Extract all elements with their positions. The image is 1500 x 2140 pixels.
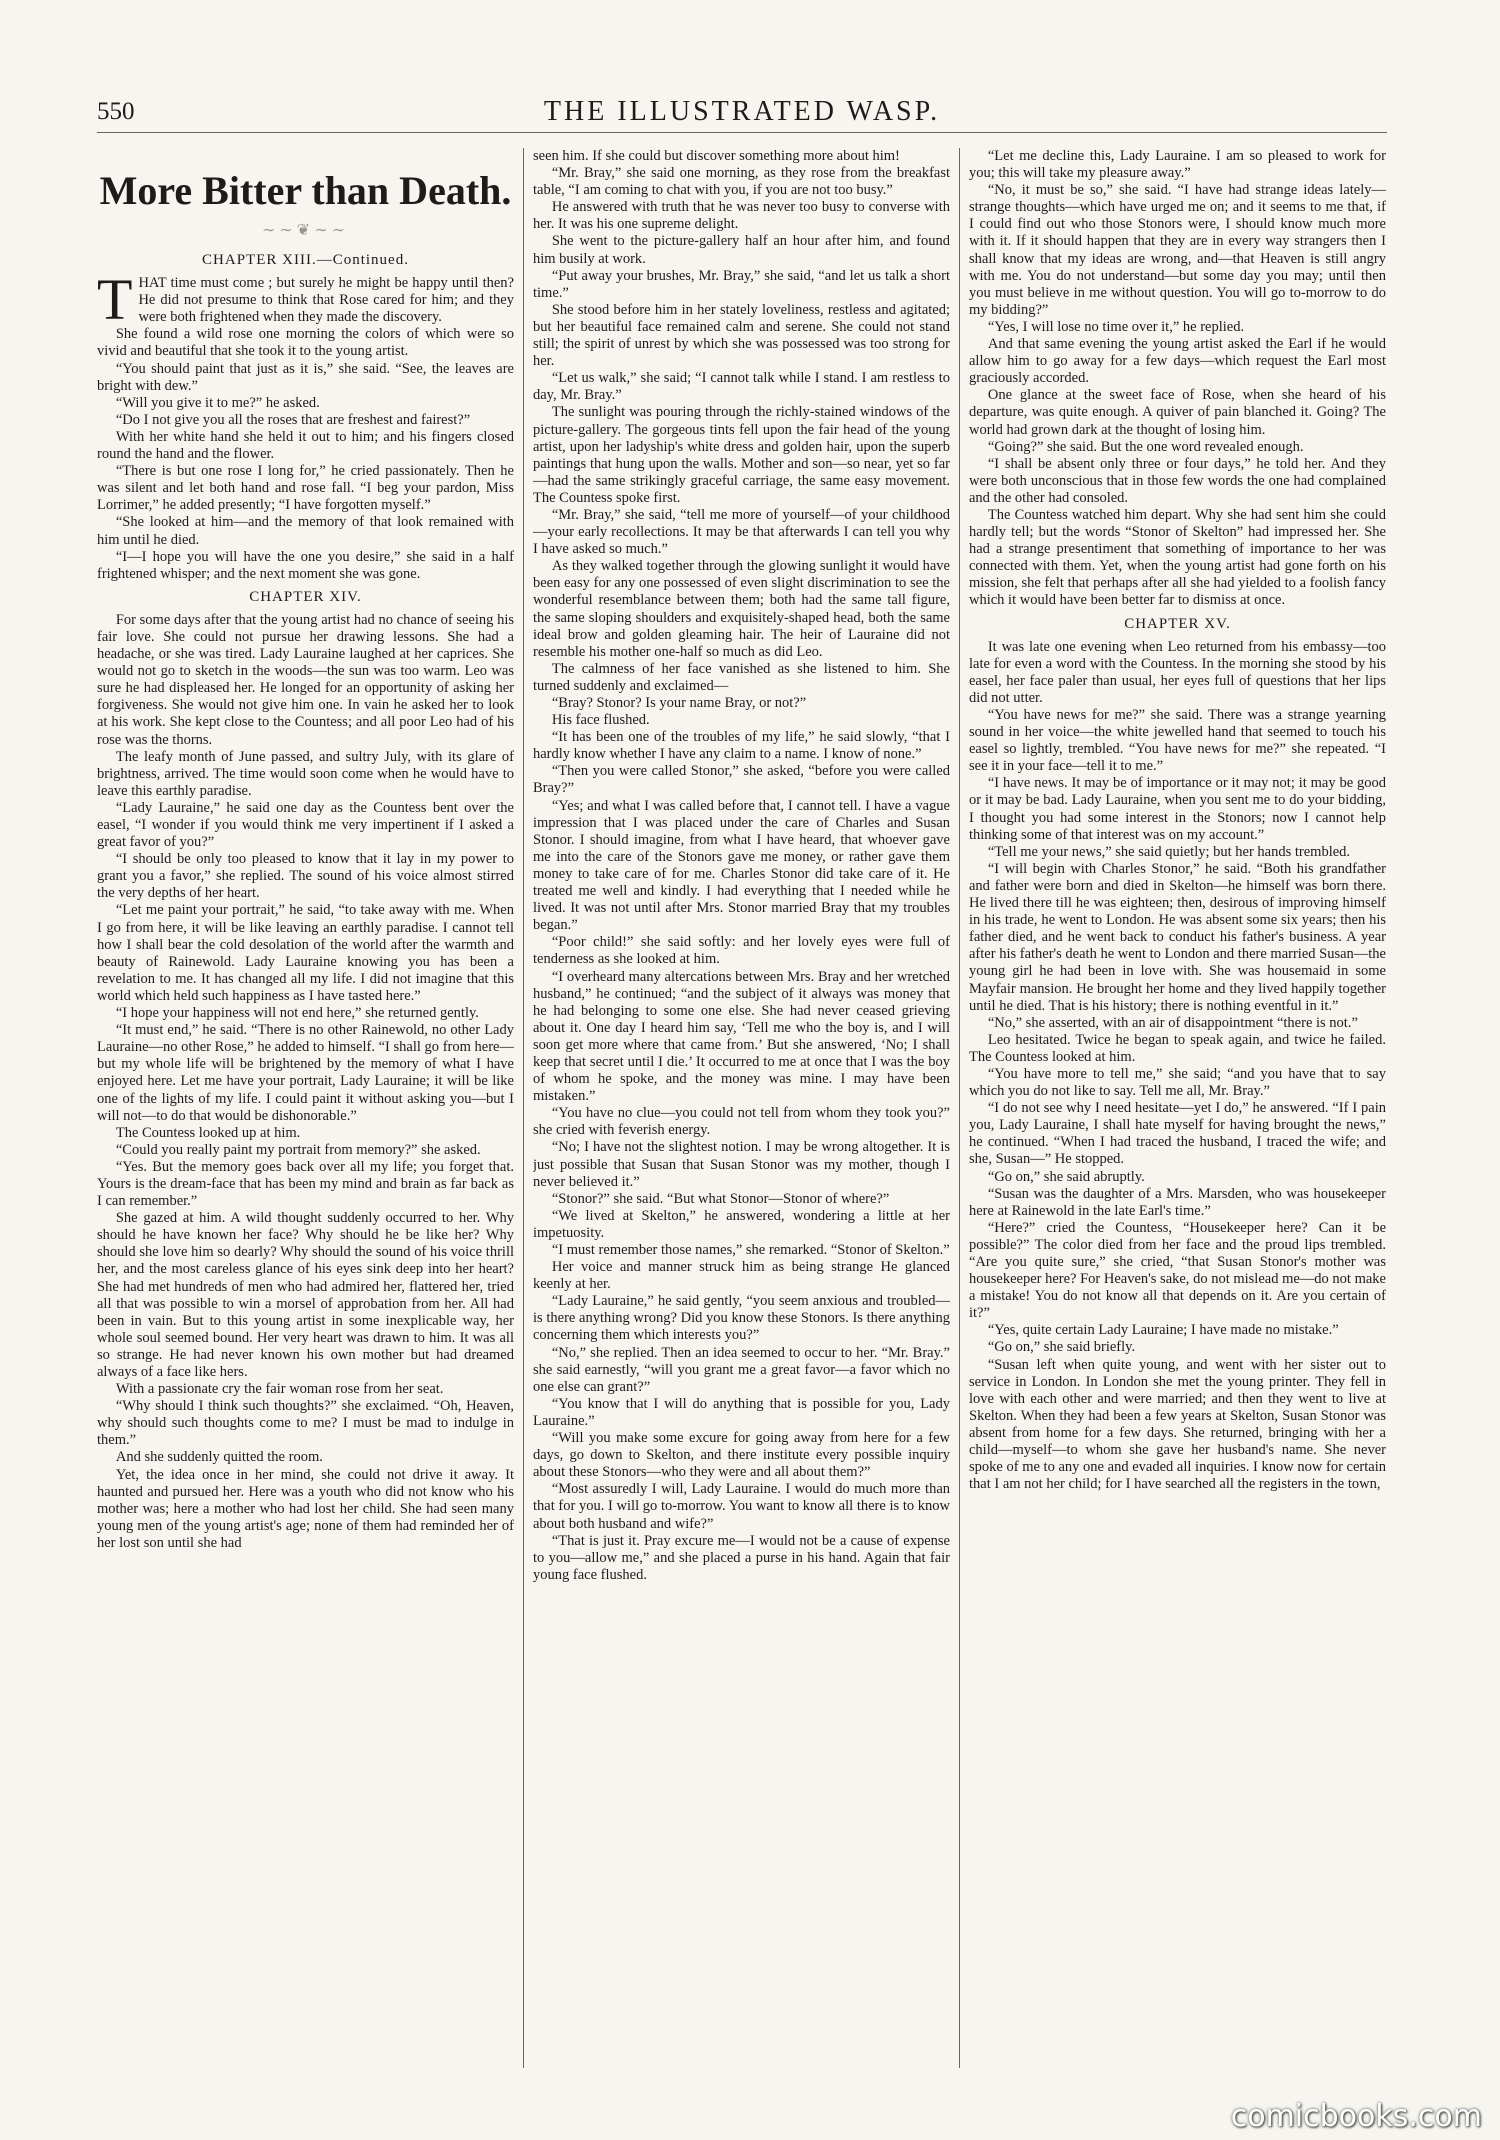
paragraph: For some days after that the young artist had no chance of seeing his fair love. She could not pursue her drawing lessons. She had a headache, or she was tired. Lady Lauraine laughed at her caprices. She would not go to sketch in the woods—the sun was too warm. Leo was sure he had displeased her. He longed for an opportunity of asking her forgiveness. She would not give him one. In vain he asked her to look at his work. She kept close to the Countess; and all poor Leo had of his rose was the thorns. bbox=[97, 611, 514, 748]
paragraph: “No,” she replied. Then an idea seemed to occur to her. “Mr. Bray.” she said earnestly, “will you grant me a great favor—a favor which no one else can grant?” bbox=[533, 1344, 950, 1395]
paragraph: “I shall be absent only three or four days,” he told her. And they were both unconscious that in those few words the one had complained and the other had consoled. bbox=[969, 455, 1386, 506]
page bbox=[97, 92, 1387, 2082]
article-columns bbox=[97, 148, 1387, 2068]
paragraph: With her white hand she held it out to him; and his fingers closed round the hand and the flower. bbox=[97, 428, 514, 463]
paragraph: “I do not see why I need hesitate—yet I do,” he answered. “If I pain you, Lady Lauraine, I shall hate myself for having brought the news,” he continued. “When I had traced the husband, I traced the wife; and she, Susan—” He stopped. bbox=[969, 1100, 1386, 1168]
paragraph: The calmness of her face vanished as she listened to him. She turned suddenly and exclaimed— bbox=[533, 660, 950, 694]
column-3 bbox=[969, 148, 1386, 2068]
paragraph: “No; I have not the slightest notion. I may be wrong altogether. It is just possible that Susan that Susan Stonor was my mother, though I never believed it.” bbox=[533, 1139, 950, 1190]
paragraph: “You should paint that just as it is,” she said. “See, the leaves are bright with dew.” bbox=[97, 360, 514, 394]
paragraph: “Stonor?” she said. “But what Stonor—Stonor of where?” bbox=[551, 1190, 890, 1207]
paragraph: “It has been one of the troubles of my life,” he said slowly, “that I hardly know whether I have any claim to a name. I know of none.” bbox=[533, 729, 950, 763]
paragraph: “Susan left when quite young, and went with her sister out to service in London. In London she met the young printer. They fell in love with each other and were married; and then they went to live at Skelton. When they had been a few years at Skelton, Susan Stonor was absent from home for a few days. She returned, bringing with her a child—myself—to whom she gave her husband's name. She never spoke of me to any one and evaded all inquiries. I know now for certain that I am not her child; for I have searched all the registers in the town, bbox=[969, 1356, 1386, 1493]
paragraph: And that same evening the young artist asked the Earl if he would allow him to go away for a few days—which request the Earl most graciously accorded. bbox=[969, 336, 1386, 387]
paragraph: “Here?” cried the Countess, “Housekeeper here? Can it be possible?” The color died from her face and the proud lips trembled. “Are you quite sure,” she cried, “that Susan Stonor's mother was housekeeper here? For Heaven's sake, do not mislead me—do not make a mistake! You do not know all that depends on it. Are you certain of it?” bbox=[969, 1219, 1386, 1322]
paragraph: She gazed at him. A wild thought suddenly occurred to her. Why should he have known her face? Why should he be like her? Why should she love him so dearly? Why should the sound of his voice thrill her, and the most careless glance of his eyes sink deep into her heart? She had met hundreds of men who had admired her, flattered her, tried all that was possible to win a morsel of approbation from her. All had been in vain. But to this young artist in some inexplicable way, her whole soul seemed bound. Her very heart was drawn to him. It was all so strange. He had never known his own mother but had dreamed always of a face like hers. bbox=[97, 1210, 514, 1380]
paragraph: The sunlight was pouring through the richly-stained windows of the picture-gallery. The gorgeous tints fell upon the fair head of the young artist, upon her ladyship's white dress and golden hair, upon the superb paintings that hung upon the walls. Mother and son—so near, yet so far—had the same strikingly graceful carriage, the same easy movement. The Countess spoke first. bbox=[533, 404, 950, 506]
column-rule bbox=[959, 148, 960, 2068]
paragraph: As they walked together through the glowing sunlight it would have been easy for any one possessed of even slight discrimination to see the wonderful resemblance between them; both had the same tall figure, the same sloping shoulders and exquisitely-shaped head, both the same ideal brow and golden gleaming hair. The heir of Lauraine did not resemble his mother one-half so much as did Leo. bbox=[533, 558, 950, 660]
paragraph: “Yes; and what I was called before that, I cannot tell. I have a vague impression that I was placed under the care of Charles and Susan Stonor. I should imagine, from what I have heard, that whoever gave me into the care of the Stonors gave me money, or rather gave them money to take care of for me. Charles Stonor did take care of it. He treated me well and kindly. I had everything that I needed while he lived. It was not until after Mrs. Stonor married Bray that my troubles began.” bbox=[533, 797, 950, 934]
column-2 bbox=[533, 148, 950, 2068]
column-rule bbox=[523, 148, 524, 2068]
paragraph: “It must end,” he said. “There is no other Rainewold, no other Lady Lauraine—no other Rose,” he added to himself. “I shall go from here—but my whole life will be brightened by the memory of what I have enjoyed here. Let me have your portrait, Lady Lauraine; it will be like one of the lights of my life. I could paint it without asking you—but I will not—to do that would be dishonorable.” bbox=[97, 1022, 514, 1124]
paragraph: “I overheard many altercations between Mrs. Bray and her wretched husband,” he continued; “and the subject of it always was money that he had belonging to some one else. She had never ceased grieving about it. One day I heard him say, ‘Tell me who the boy is, and I will soon get more where that came from.’ But she answered, ‘No; I shall keep that secret until I die.’ It occurred to me at once that I was the boy of whom he spoke, and the money was mine. I may have been mistaken.” bbox=[533, 968, 950, 1105]
paragraph: Her voice and manner struck him as being strange He glanced keenly at her. bbox=[533, 1259, 950, 1293]
paragraph: “Tell me your news,” she said quietly; but her hands trembled. bbox=[987, 843, 1351, 860]
paragraph: “You have more to tell me,” she said; “and you have that to say which you do not like to say. Tell me all, Mr. Bray.” bbox=[969, 1065, 1386, 1100]
paragraph: “Bray? Stonor? Is your name Bray, or not?” bbox=[551, 695, 807, 711]
paragraph: “That is just it. Pray excure me—I would not be a cause of expense to you—allow me,” and she placed a purse in his hand. Again that fair young face flushed. bbox=[533, 1532, 950, 1583]
paragraph: “You know that I will do anything that is possible for you, Lady Lauraine.” bbox=[533, 1395, 950, 1429]
decorative-flourish-icon: ∼∼❦∼∼ bbox=[261, 222, 350, 239]
paragraph: “Mr. Bray,” she said one morning, as they rose from the breakfast table, “I am coming to chat with you, if you are not too busy.” bbox=[533, 165, 950, 199]
paragraph: The leafy month of June passed, and sultry July, with its glare of brightness, arrived. The time would soon come when he would have to leave this earthly paradise. bbox=[97, 748, 514, 799]
paragraph: “Going?” she said. But the one word revealed enough. bbox=[987, 438, 1304, 455]
paragraph: She went to the picture-gallery half an hour after him, and found him busily at work. bbox=[533, 233, 950, 267]
paragraph: “Yes. But the memory goes back over all my life; you forget that. Yours is the dream-face that has been my mind and brain as far back as I can remember.” bbox=[97, 1158, 514, 1210]
paragraph: “Then you were called Stonor,” she asked, “before you were called Bray?” bbox=[533, 763, 950, 797]
paragraph: “Let us walk,” she said; “I cannot talk while I stand. I am restless to day, Mr. Bray.” bbox=[533, 370, 950, 404]
chapter-heading: CHAPTER XIII.—Continued. bbox=[202, 252, 409, 268]
paragraph: He answered with truth that he was never too busy to converse with her. It was his one supreme delight. bbox=[533, 199, 950, 233]
paragraph: “No,” she asserted, with an air of disappointment “there is not.” bbox=[987, 1014, 1358, 1031]
paragraph: With a passionate cry the fair woman rose from her seat. bbox=[115, 1381, 444, 1398]
journal-title: THE ILLUSTRATED WASP. bbox=[543, 96, 941, 127]
paragraph: “Let me decline this, Lady Lauraine. I am so pleased to work for you; this will take my pleasure away.” bbox=[969, 148, 1386, 182]
paragraph: “Susan was the daughter of a Mrs. Marsden, who was housekeeper here at Rainewold in the late Earl's time.” bbox=[969, 1185, 1386, 1219]
paragraph: “You have no clue—you could not tell from whom they took you?” she cried with feverish energy. bbox=[533, 1105, 950, 1139]
paragraph: And she suddenly quitted the room. bbox=[115, 1449, 323, 1466]
paragraph: The Countess watched him depart. Why she had sent him she could hardly tell; but the words “Stonor of Skelton” had impressed her. She had a strange presentiment that something of importance to her was connected with them. Yet, when the young artist had gone forth on his mission, she felt that perhaps after all she had yielded to a foolish fancy which it would have been better far to dismiss at once. bbox=[969, 506, 1386, 609]
paragraph: “No, it must be so,” she said. “I have had strange ideas lately—strange thoughts—which have urged me on; and it seems to me that, if I could find out who those Stonors were, I should know much more with it. If it should happen that they are in every way strangers then I shall know that my ideas are wrong, and—that Heaven is still angry with me. You do not understand—but some day you may; until then you must believe in me without question. You will go to-morrow to do my bidding?” bbox=[969, 182, 1386, 318]
paragraph: It was late one evening when Leo returned from his embassy—too late for even a word with the Countess. In the morning she stood by his easel, her face paler than usual, her eyes full of questions that her lips did not utter. bbox=[969, 638, 1386, 706]
paragraph: “Do I not give you all the roses that are freshest and fairest?” bbox=[115, 411, 471, 428]
paragraph: “Most assuredly I will, Lady Lauraine. I would do much more than that for you. I will go to-morrow. You want to know all there is to know about both husband and wife?” bbox=[533, 1481, 950, 1532]
paragraph: “We lived at Skelton,” he answered, wondering a little at her impetuosity. bbox=[533, 1207, 950, 1241]
paragraph: “Lady Lauraine,” he said gently, “you seem anxious and troubled—is there anything wrong? Did you know these Stonors. Is there anything concerning them which interests you?” bbox=[533, 1293, 950, 1344]
paragraph: “There is but one rose I long for,” he cried passionately. Then he was silent and let both hand and rose fall. “I beg your pardon, Miss Lorrimer,” he added presently; “I have forgotten myself.” bbox=[97, 463, 514, 514]
paragraph: “Go on,” she said abruptly. bbox=[987, 1168, 1145, 1185]
running-head bbox=[97, 92, 1387, 133]
paragraph: The Countess looked up at him. bbox=[115, 1124, 301, 1141]
paragraph: “I have news. It may be of importance or it may not; it may be good or it may be bad. Lady Lauraine, when you sent me to do your bidding, I thought you had some interest in the Stonors; now I cannot help thinking some of that interest was on my account.” bbox=[969, 775, 1386, 843]
paragraph: “I must remember those names,” she remarked. “Stonor of Skelton.” bbox=[551, 1242, 950, 1258]
paragraph: “Could you really paint my portrait from memory?” she asked. bbox=[115, 1141, 481, 1158]
paragraph: “I hope your happiness will not end here,” she returned gently. bbox=[115, 1005, 479, 1022]
paragraph: She stood before him in her stately loveliness, restless and agitated; but her beautiful face remained calm and serene. She could not stand still; the spirit of unrest by which she was possessed was too strong for her. bbox=[533, 301, 950, 370]
paragraph: “I—I hope you will have the one you desire,” she said in a half frightened whisper; and the next moment she was gone. bbox=[97, 548, 514, 582]
paragraph: “Why should I think such thoughts?” she exclaimed. “Oh, Heaven, why should such thoughts come to me? I must be mad to indulge in them.” bbox=[97, 1398, 514, 1449]
drop-cap: T bbox=[97, 267, 133, 333]
paragraph: THAT time must come ; but surely he might be happy until then? He did not presume to think that Rose cared for him; and they were both frightened when they made the discovery. bbox=[97, 267, 514, 333]
paragraph: One glance at the sweet face of Rose, when she heard of his departure, was quite enough. A quiver of pain blanched it. Going? The world had grown dark at the thought of losing him. bbox=[969, 387, 1386, 438]
paragraph: “Will you give it to me?” he asked. bbox=[115, 394, 320, 411]
paragraph: “You have news for me?” she said. There was a strange yearning sound in her voice—the white jewelled hand that seemed to touch his easel so lightly, trembled. “You have news for me?” she repeated. “I see it in your face—tell it to me.” bbox=[969, 707, 1386, 775]
paragraph: “Put away your brushes, Mr. Bray,” she said, “and let us talk a short time.” bbox=[533, 267, 950, 301]
paragraph: “She looked at him—and the memory of that look remained with him until he died. bbox=[97, 514, 514, 548]
chapter-heading: CHAPTER XIV. bbox=[249, 588, 362, 605]
paragraph: “Yes, I will lose no time over it,” he replied. bbox=[987, 318, 1245, 335]
chapter-heading: CHAPTER XV. bbox=[1124, 615, 1231, 632]
story-title: More Bitter than Death. bbox=[99, 168, 512, 213]
paragraph: “Yes, quite certain Lady Lauraine; I have made no mistake.” bbox=[987, 1322, 1339, 1339]
paragraph: Leo hesitated. Twice he began to speak again, and twice he failed. The Countess looked at him. bbox=[969, 1031, 1386, 1065]
paragraph: “Poor child!” she said softly: and her lovely eyes were full of tenderness as she looked at him. bbox=[533, 934, 950, 968]
paragraph: His face flushed. bbox=[551, 712, 650, 729]
paragraph: “Let me paint your portrait,” he said, “to take away with me. When I go from here, it will be like leaving an earthly paradise. I cannot tell how I shall bear the cold desolation of the world after the warmth and beauty of Rainewold. Lady Lauraine knowing you has been a revelation to me. It has changed all my life. I did not imagine that this world which held such happiness as I have tasted here.” bbox=[97, 902, 514, 1004]
paragraph: “Go on,” she said briefly. bbox=[987, 1339, 1136, 1356]
page-number: 550 bbox=[97, 98, 135, 125]
paragraph: seen him. If she could but discover something more about him! bbox=[533, 148, 900, 164]
paragraph: “Will you make some excure for going away from here for a few days, go down to Skelton, and there institute every possible inquiry about these Stonors—who they were and all about them?” bbox=[533, 1430, 950, 1481]
site-watermark: comicbooks.com bbox=[1230, 2099, 1482, 2134]
paragraph: “I will begin with Charles Stonor,” he said. “Both his grandfather and father were born and died in Skelton—he himself was born there. He lived there till he was eighteen; then, desirous of improving himself in his trade, he went to London. He was absent some six years; then his father died, and he went back to conduct his father's business. A year after his father's death he went to London and there married Susan—the young girl he had been in love with. She was housemaid in some Mayfair mansion. He brought her home and they lived happily together until he died. That is his history; there is nothing eventful in it.” bbox=[969, 860, 1386, 1014]
paragraph: She found a wild rose one morning the colors of which were so vivid and beautiful that she took it to the young artist. bbox=[97, 326, 514, 360]
paragraph: “Lady Lauraine,” he said one day as the Countess bent over the easel, “I wonder if you would think me very impertinent if I asked a great favor of you?” bbox=[97, 799, 514, 851]
column-1 bbox=[97, 148, 514, 2068]
paragraph: Yet, the idea once in her mind, she could not drive it away. It haunted and pursued her. Here was a youth who did not know who his mother was; here a mother who had lost her child. She had seen many young men of the young artist's age; none of them had reminded her of her lost son until she had bbox=[97, 1466, 514, 1551]
paragraph: “I should be only too pleased to know that it lay in my power to grant you a favor,” she replied. The sound of his voice almost stirred the very depths of her heart. bbox=[97, 851, 514, 902]
paragraph: “Mr. Bray,” she said, “tell me more of yourself—of your childhood—your early recollections. It may be that afterwards I can tell you why I have asked so much.” bbox=[533, 506, 950, 558]
